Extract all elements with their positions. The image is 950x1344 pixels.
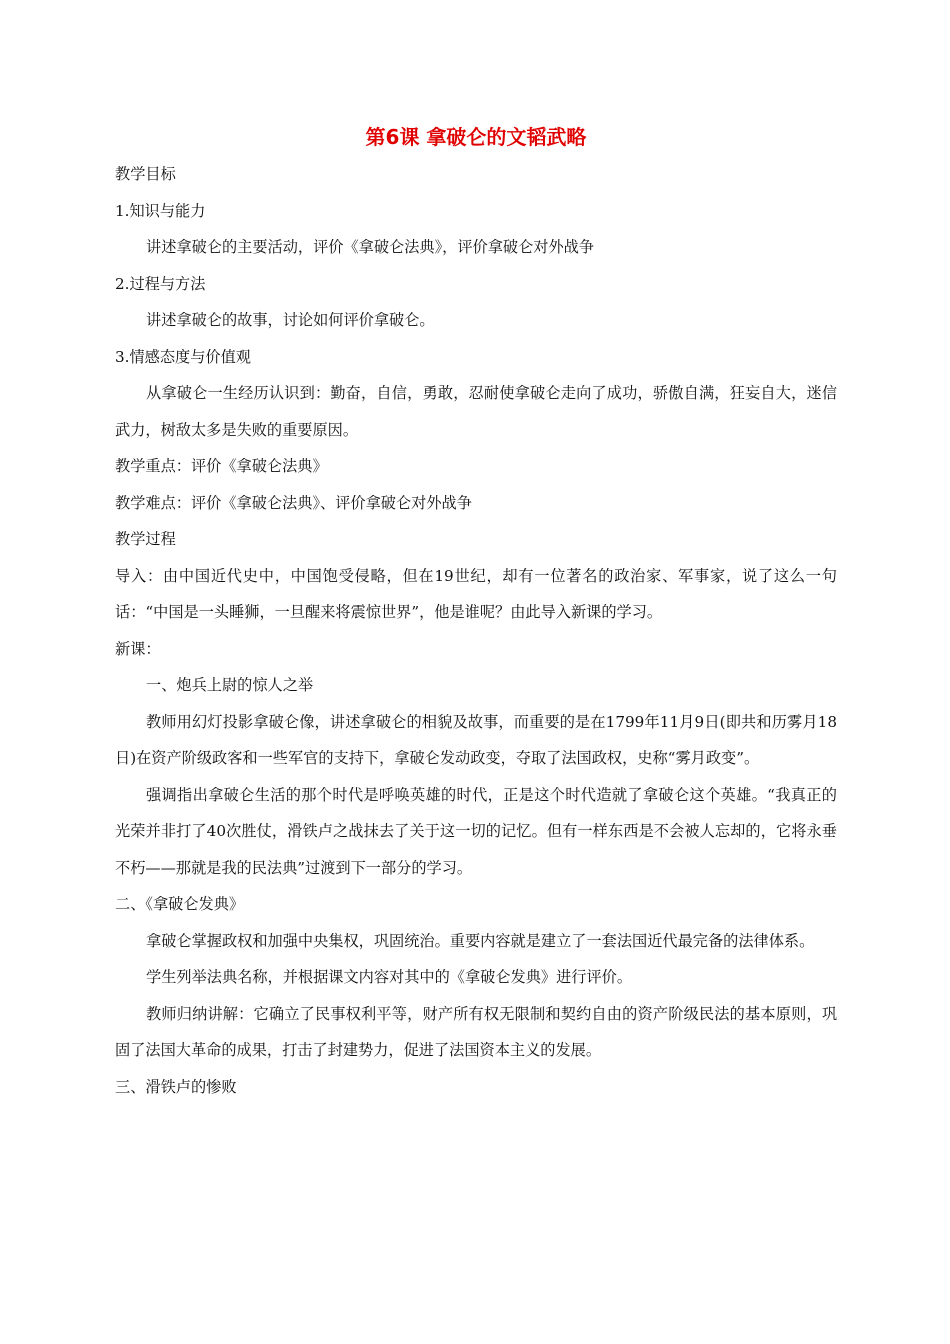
goal-1-heading: 1.知识与能力 <box>115 201 206 220</box>
section-1-paragraph-2: 强调指出拿破仑生活的那个时代是呼唤英雄的时代，正是这个时代造就了拿破仑这个英雄。“我真正的光荣并非打了40次胜仗，滑铁卢之战抹去了关于这一切的记忆。但有一样东西是不会被人忘却的，它将永垂不朽——那就是我的民法典”过渡到下一部分的学习。 <box>115 785 837 877</box>
goal-3-heading: 3.情感态度与价值观 <box>115 347 251 366</box>
section-2-heading: 二、《拿破仑发典》 <box>115 895 245 913</box>
document-page <box>115 118 837 1105</box>
intro-paragraph: 导入：由中国近代史中，中国饱受侵略，但在19世纪，却有一位著名的政治家、军事家，说了这么一句话：“中国是一头睡狮，一旦醒来将震惊世界”，他是谁呢？由此导入新课的学习。 <box>115 566 837 621</box>
process-heading: 教学过程 <box>115 530 176 548</box>
goal-3-text: 从拿破仑一生经历认识到：勤奋，自信，勇敢，忍耐使拿破仑走向了成功，骄傲自满，狂妄自大，迷信武力，树敌太多是失败的重要原因。 <box>115 384 837 439</box>
section-2-paragraph-2: 学生列举法典名称，并根据课文内容对其中的《拿破仑发典》进行评价。 <box>146 968 632 986</box>
section-2-paragraph-1: 拿破仑掌握政权和加强中央集权，巩固统治。重要内容就是建立了一套法国近代最完备的法律体系。 <box>146 931 815 950</box>
key-point: 教学重点：评价《拿破仑法典》 <box>115 457 328 475</box>
goal-2-heading: 2.过程与方法 <box>115 274 206 293</box>
section-1-heading: 一、炮兵上尉的惊人之举 <box>146 676 314 694</box>
difficult-point: 教学难点：评价《拿破仑法典》、评价拿破仑对外战争 <box>115 493 472 512</box>
new-lesson-label: 新课： <box>115 639 161 658</box>
goal-2-text: 讲述拿破仑的故事，讨论如何评价拿破仑。 <box>146 311 435 329</box>
goal-1-text: 讲述拿破仑的主要活动，评价《拿破仑法典》，评价拿破仑对外战争 <box>146 238 595 256</box>
section-1-paragraph-1: 教师用幻灯投影拿破仑像，讲述拿破仑的相貌及故事，而重要的是在1799年11月9日(即共和历雾月18日)在资产阶级政客和一些军官的支持下，拿破仑发动政变，夺取了法国政权，史称“雾月政变”。 <box>115 712 837 767</box>
section-3-heading: 三、滑铁卢的惨败 <box>115 1077 237 1096</box>
page-title: 第6课 拿破仑的文韬武略 <box>365 125 587 149</box>
teaching-goals-heading: 教学目标 <box>115 165 176 183</box>
section-2-paragraph-3: 教师归纳讲解：它确立了民事权利平等，财产所有权无限制和契约自由的资产阶级民法的基本原则，巩固了法国大革命的成果，打击了封建势力，促进了法国资本主义的发展。 <box>115 1004 837 1059</box>
